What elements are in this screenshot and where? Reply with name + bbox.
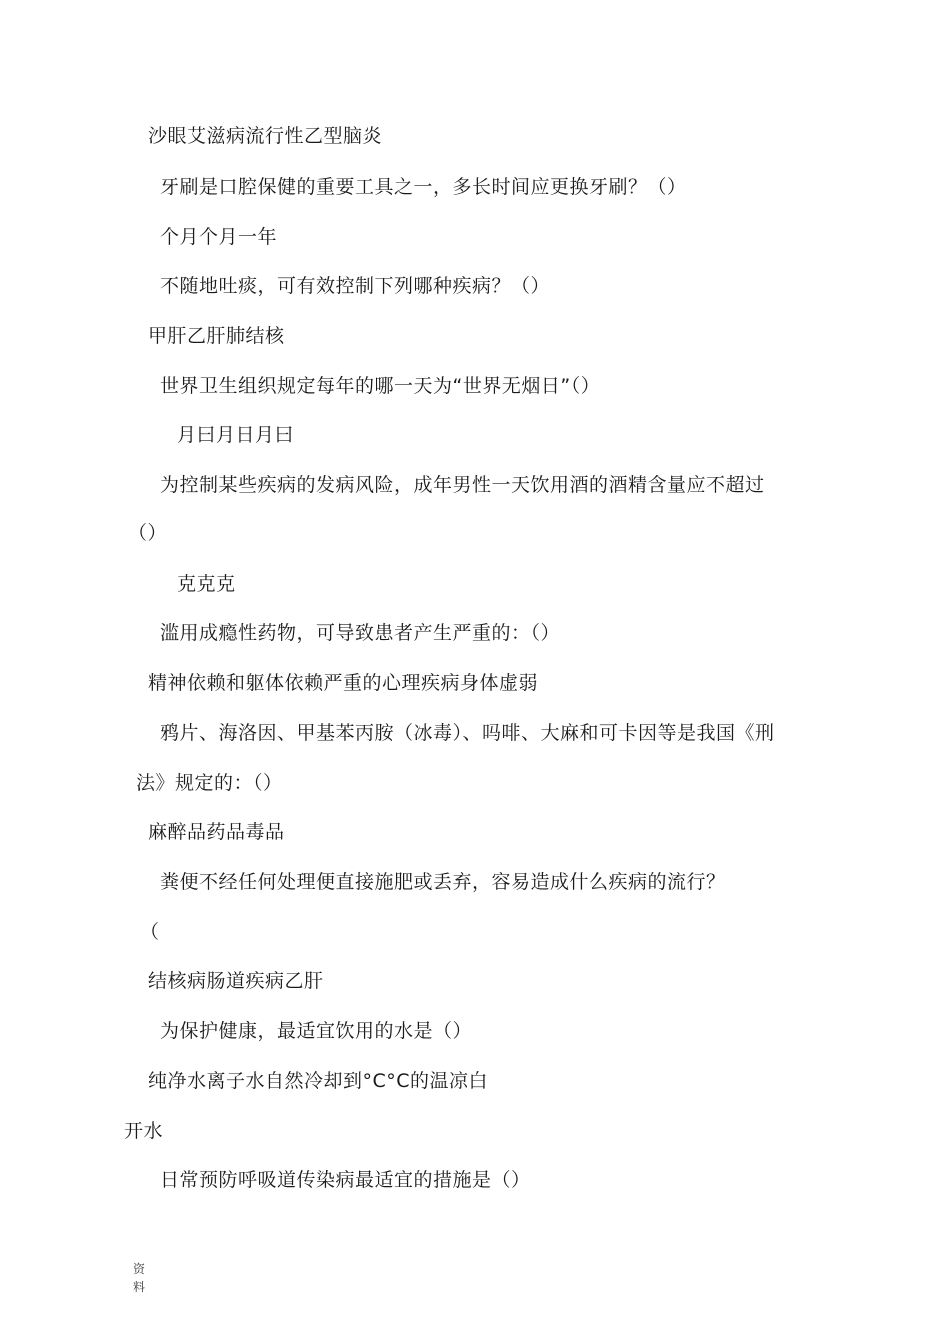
answer-options-line: 精神依赖和躯体依赖严重的心理疾病身体虚弱 <box>148 672 539 694</box>
answer-options-line: 结核病肠道疾病乙肝 <box>148 970 324 992</box>
answer-options-line: 纯净水离子水自然冷却到°C°C的温凉白 <box>148 1070 489 1092</box>
question-continuation-line: （ <box>140 921 160 943</box>
question-continuation-line: （） <box>128 522 168 544</box>
question-line: 日常预防呼吸道传染病最适宜的措施是（） <box>160 1169 531 1191</box>
question-line: 鸦片、海洛因、甲基苯丙胺（冰毒）、吗啡、大麻和可卡因等是我国《刑 <box>160 722 775 744</box>
answer-options-line: 克克克 <box>177 573 236 595</box>
answer-options-line: 麻醉品药品毒品 <box>148 821 285 843</box>
answer-options-line: 沙眼艾滋病流行性乙型脑炎 <box>148 125 383 147</box>
page-footer: 资料 <box>133 1262 146 1294</box>
answer-options-line: 甲肝乙肝肺结核 <box>148 325 285 347</box>
question-line: 不随地吐痰，可有效控制下列哪种疾病？（） <box>160 275 551 297</box>
question-continuation-line: 法》规定的：（） <box>136 772 283 794</box>
question-line: 滥用成瘾性药物，可导致患者产生严重的：（） <box>160 622 561 644</box>
answer-options-line: 个月个月一年 <box>160 226 278 248</box>
question-line: 牙刷是口腔保健的重要工具之一，多长时间应更换牙刷？（） <box>160 176 687 198</box>
answer-continuation-line: 开水 <box>124 1120 164 1142</box>
question-line: 粪便不经任何处理便直接施肥或丢弃，容易造成什么疾病的流行？ <box>160 871 726 893</box>
question-line: 世界卫生组织规定每年的哪一天为“世界无烟日”（） <box>160 375 601 397</box>
answer-options-line: 月曰月日月曰 <box>177 424 295 446</box>
question-line: 为保护健康，最适宜饮用的水是（） <box>160 1020 473 1042</box>
question-line: 为控制某些疾病的发病风险，成年男性一天饮用酒的酒精含量应不超过 <box>160 474 765 496</box>
